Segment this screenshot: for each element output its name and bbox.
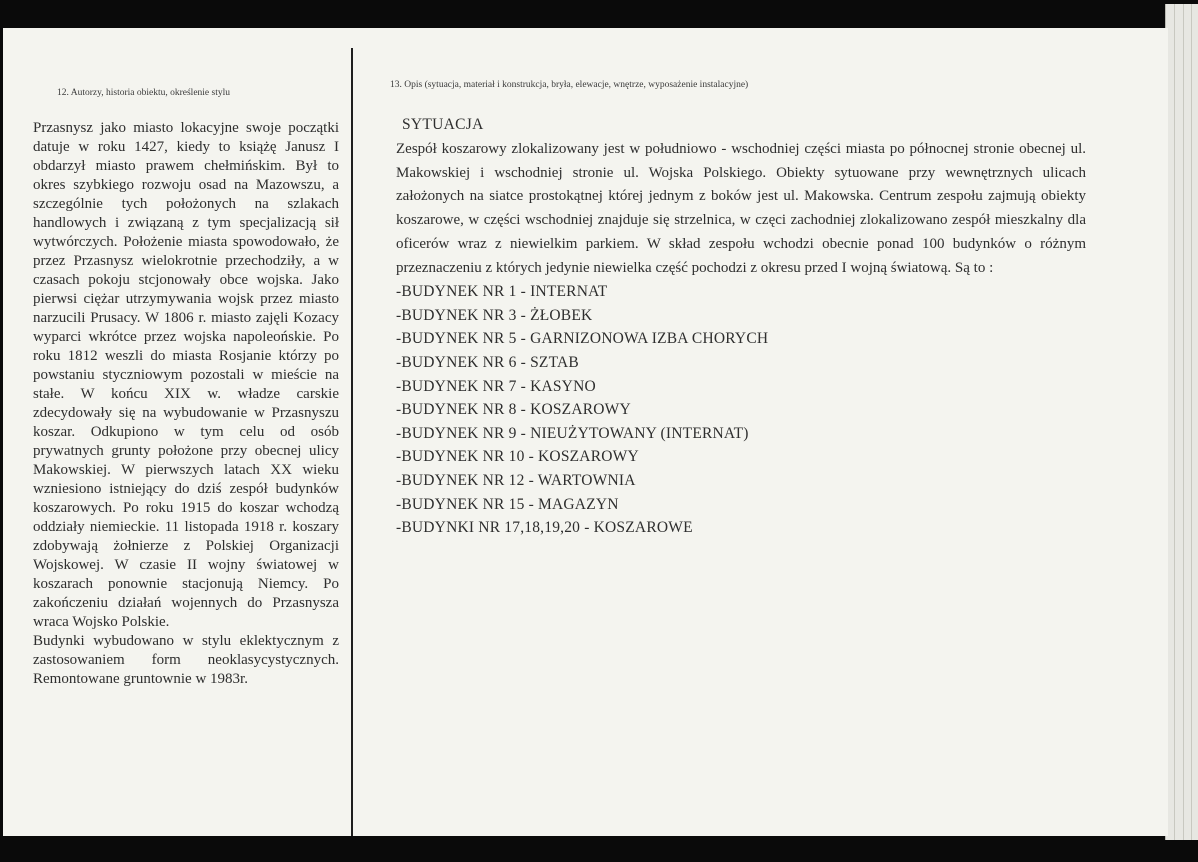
building-item: -BUDYNEK NR 8 - KOSZAROWY [396,401,631,419]
history-text [33,119,339,689]
situation-paragraph: Zespół koszarowy zlokalizowany jest w południowo - wschodniej części miasta po północnej stronie obecnej ul. Makowskiej i wschodniej stronie ul. Wojska Polskiego. Obiekty sytuowane przy wewnętrznych ulicach założonych na siatce prostokątnej której jednym z boków jest ul. Makowska. Centrum zespołu zajmują obiekty koszarowe, w części wschodniej znajduje się strzelnica, w częci zachodniej zlokalizowano zespół mieszkalny dla oficerów wraz z niewielkim parkiem. W skład zespołu wchodzi obecnie ponad 100 budynków o różnym przeznaczeniu z których jedynie niewielka część pochodzi z okresu przed I wojną światową. Są to : [396,141,1086,276]
situation-subtitle: SYTUACJA [402,116,484,133]
document-page [3,28,1168,836]
building-item: -BUDYNEK NR 5 - GARNIZONOWA IZBA CHORYCH [396,330,769,348]
building-item: -BUDYNKI NR 17,18,19,20 - KOSZAROWE [396,519,693,537]
column-divider [351,48,353,836]
building-item: -BUDYNEK NR 7 - KASYNO [396,377,596,395]
description-text [396,114,1086,540]
history-paragraph: Przasnysz jako miasto lokacyjne swoje początki datuje w roku 1427, kiedy to książę Janusz I obdarzył miasto prawem chełmińskim. Był to okres szybkiego rozwoju osad na Mazowszu, a szczególnie tych położonych na szlakach handlowych i związaną z tym specjalizacją sił wytwórczych. Położenie miasta spowodowało, że przez Przasnysz wielokrotnie przechodziły, a w czasach pokoju stcjonowały obce wojska. Jako pierwsi ciężar utrzymywania wojsk przez miasto narzucili Prusacy. W 1806 r. miasto zajęli Kozacy wyparci wkrótce przez wojska napoleońskie. Po roku 1812 weszli do miasta Rosjanie którzy po powstaniu styczniowym pozostali w mieście na stałe. W końcu XIX w. władze carskie zdecydowały się na wybudowanie w Przasnyszu koszar. Odkupiono w tym celu od osób prywatnych grunty położone przy obecnej ulicy Makowskiej. W pierwszych latach XX wieku wzniesiono istniejący do dziś zespół budynków koszarowych. Po roku 1915 do koszar wchodzą oddziały niemieckie. 11 listopada 1918 r. koszary zdobywają żołnierze z Polskiej Organizacji Wojskowej. W czasie II wojny światowej w koszarach ponownie stacjonują Niemcy. Po zakończeniu działań wojennych do Przasnysza wraca Wojsko Polskie. [33,120,339,630]
building-list [396,280,1086,540]
building-item: -BUDYNEK NR 6 - SZTAB [396,354,579,371]
paper-stack-edge [1165,4,1198,840]
building-item: -BUDYNEK NR 15 - MAGAZYN [396,495,619,513]
section-12-heading: 12. Autorzy, historia obiektu, określenie stylu [57,88,230,98]
section-13-heading: 13. Opis (sytuacja, materiał i konstrukcja, bryła, elewacje, wnętrze, wyposażenie instalacyjne) [390,80,749,90]
style-paragraph: Budynki wybudowano w stylu eklektycznym z zastosowaniem form neoklasycystycznych. Remontowane gruntownie w 1983r. [33,633,339,687]
building-item: -BUDYNEK NR 10 - KOSZAROWY [396,448,639,466]
building-item: -BUDYNEK NR 1 - INTERNAT [396,283,608,301]
building-item: -BUDYNEK NR 12 - WARTOWNIA [396,471,636,489]
building-item: -BUDYNEK NR 3 - ŻŁOBEK [396,306,593,324]
building-item: -BUDYNEK NR 9 - NIEUŻYTOWANY (INTERNAT) [396,424,749,442]
